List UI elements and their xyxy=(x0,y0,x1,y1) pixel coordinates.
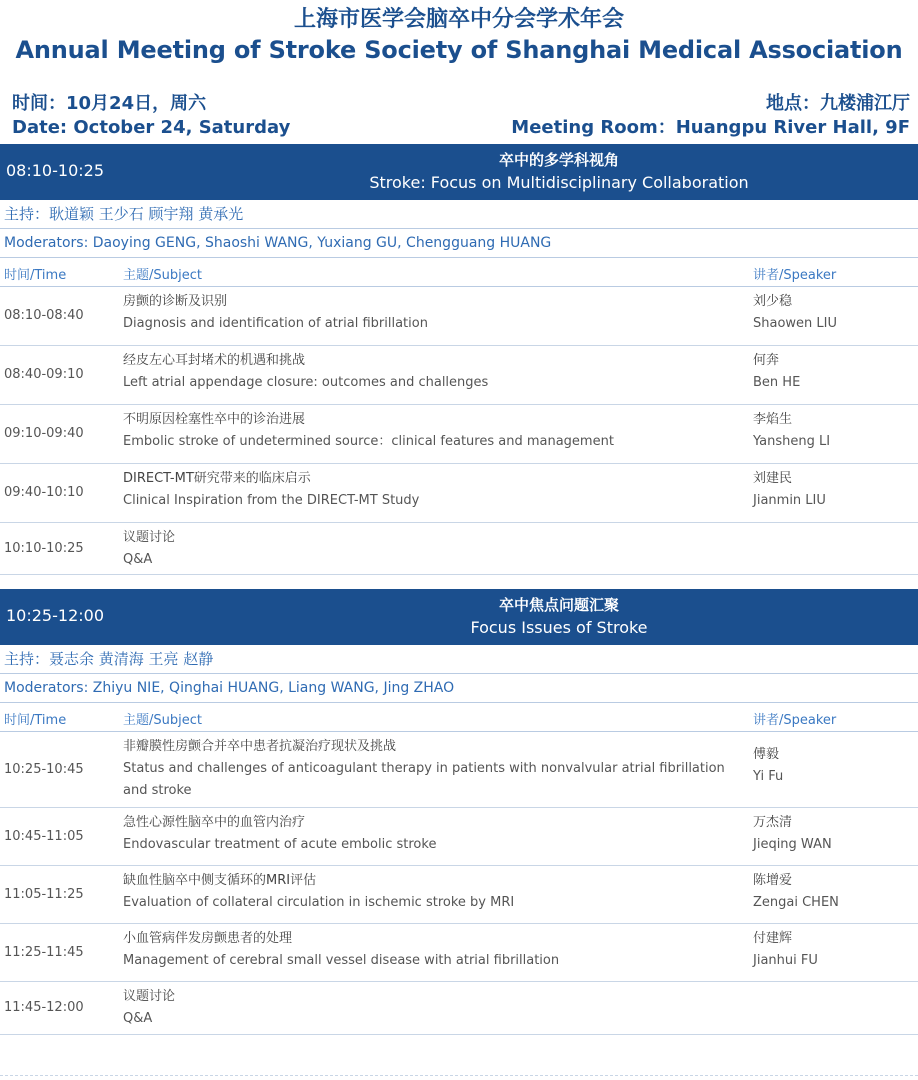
row-speaker xyxy=(753,928,818,972)
session-header-bar xyxy=(0,144,918,200)
speaker-chinese: 付建辉 xyxy=(753,931,793,946)
subject-english: Diagnosis and identification of atrial fibrillation xyxy=(123,316,428,331)
row-time: 11:25-11:45 xyxy=(4,945,84,960)
row-subject xyxy=(123,468,738,512)
row-subject xyxy=(123,736,738,802)
row-time: 11:45-12:00 xyxy=(4,1000,84,1015)
speaker-english: Shaowen LIU xyxy=(753,316,838,331)
page-header xyxy=(0,0,918,86)
row-subject xyxy=(123,409,738,453)
subject-chinese: 非瓣膜性房颤合并卒中患者抗凝治疗现状及挑战 xyxy=(123,739,397,754)
table-row xyxy=(0,464,918,523)
moderators-chinese: 主持：聂志余 黄清海 王亮 赵静 xyxy=(0,645,918,674)
speaker-chinese: 陈增爱 xyxy=(753,873,793,888)
venue-english: Meeting Room：Huangpu River Hall, 9F xyxy=(511,117,910,138)
speaker-english: Yi Fu xyxy=(753,769,784,784)
subject-english: Status and challenges of anticoagulant therapy in patients with nonvalvular atrial fibrillation and stroke xyxy=(123,761,725,798)
row-speaker xyxy=(753,744,783,788)
row-subject xyxy=(123,986,738,1030)
subject-chinese: 议题讨论 xyxy=(123,989,176,1004)
row-time: 11:05-11:25 xyxy=(4,887,84,902)
column-header-speaker: 讲者/Speaker xyxy=(753,268,837,283)
subject-chinese: 急性心源性脑卒中的血管内治疗 xyxy=(123,815,306,830)
subject-chinese: 不明原因栓塞性卒中的诊治进展 xyxy=(123,412,306,427)
speaker-chinese: 李焰生 xyxy=(753,412,793,427)
speaker-chinese: 万杰清 xyxy=(753,815,793,830)
subject-chinese: 小血管病伴发房颤患者的处理 xyxy=(123,931,293,946)
meeting-info xyxy=(0,86,918,144)
table-row xyxy=(0,732,918,808)
session-title-english: Focus Issues of Stroke xyxy=(470,618,648,637)
column-header-subject: 主题/Subject xyxy=(123,268,202,283)
subject-english: Left atrial appendage closure: outcomes and challenges xyxy=(123,375,489,390)
moderators-english: Moderators: Daoying GENG, Shaoshi WANG, Yuxiang GU, Chengguang HUANG xyxy=(0,229,918,258)
speaker-english: Jianmin LIU xyxy=(753,493,826,508)
speaker-chinese: 刘少稳 xyxy=(753,294,793,309)
title-english: Annual Meeting of Stroke Society of Shanghai Medical Association xyxy=(15,36,903,64)
subject-chinese: 经皮左心耳封堵术的机遇和挑战 xyxy=(123,353,306,368)
session-title xyxy=(230,149,888,195)
session-title-chinese: 卒中焦点问题汇聚 xyxy=(498,596,619,614)
subject-chinese: DIRECT-MT研究带来的临床启示 xyxy=(123,471,311,486)
row-subject xyxy=(123,291,738,335)
row-time: 08:40-09:10 xyxy=(4,367,84,382)
row-speaker xyxy=(753,468,826,512)
date-block xyxy=(12,92,290,140)
row-time: 09:40-10:10 xyxy=(4,485,84,500)
session-title-chinese: 卒中的多学科视角 xyxy=(498,151,619,169)
row-time: 09:10-09:40 xyxy=(4,426,84,441)
row-time: 08:10-08:40 xyxy=(4,308,84,323)
speaker-english: Ben HE xyxy=(753,375,801,390)
row-time: 10:25-10:45 xyxy=(4,762,84,777)
row-speaker xyxy=(753,350,800,394)
date-english: Date: October 24, Saturday xyxy=(12,117,291,138)
speaker-english: Jianhui FU xyxy=(753,953,818,968)
subject-english: Management of cerebral small vessel disease with atrial fibrillation xyxy=(123,953,560,968)
sessions-container xyxy=(0,144,918,1035)
row-subject xyxy=(123,527,738,571)
row-subject xyxy=(123,812,738,856)
table-row xyxy=(0,924,918,982)
session-title xyxy=(230,594,888,640)
subject-chinese: 缺血性脑卒中侧支循环的MRI评估 xyxy=(123,873,317,888)
row-speaker xyxy=(753,870,839,914)
subject-chinese: 房颤的诊断及识别 xyxy=(123,294,228,309)
table-row xyxy=(0,982,918,1035)
subject-english: Evaluation of collateral circulation in ischemic stroke by MRI xyxy=(123,895,515,910)
subject-english: Endovascular treatment of acute embolic stroke xyxy=(123,837,437,852)
table-row xyxy=(0,866,918,924)
row-speaker xyxy=(753,291,837,335)
row-subject xyxy=(123,350,738,394)
row-time: 10:45-11:05 xyxy=(4,829,84,844)
row-subject xyxy=(123,928,738,972)
subject-english: Clinical Inspiration from the DIRECT-MT Study xyxy=(123,493,420,508)
table-header xyxy=(0,703,918,732)
speaker-chinese: 何奔 xyxy=(753,353,780,368)
column-header-subject: 主题/Subject xyxy=(123,713,202,728)
session-block xyxy=(0,589,918,1035)
table-row xyxy=(0,346,918,405)
speaker-chinese: 刘建民 xyxy=(753,471,793,486)
subject-english: Q&A xyxy=(123,552,153,567)
row-time: 10:10-10:25 xyxy=(4,541,84,556)
subject-chinese: 议题讨论 xyxy=(123,530,176,545)
date-chinese: 时间：10月24日，周六 xyxy=(12,93,207,114)
column-header-speaker: 讲者/Speaker xyxy=(753,713,837,728)
session-time: 08:10-10:25 xyxy=(6,161,104,180)
moderators-chinese: 主持：耿道颖 王少石 顾宇翔 黄承光 xyxy=(0,200,918,229)
session-time: 10:25-12:00 xyxy=(6,606,104,625)
row-subject xyxy=(123,870,738,914)
column-header-time: 时间/Time xyxy=(4,713,67,728)
row-speaker xyxy=(753,812,832,856)
table-row xyxy=(0,523,918,575)
session-block xyxy=(0,144,918,575)
session-spacer xyxy=(0,575,918,589)
subject-english: Q&A xyxy=(123,1011,153,1026)
speaker-chinese: 傅毅 xyxy=(753,747,780,762)
speaker-english: Jieqing WAN xyxy=(753,837,832,852)
session-title-english: Stroke: Focus on Multidisciplinary Collaboration xyxy=(369,173,749,192)
table-row xyxy=(0,808,918,866)
venue-chinese: 地点：九楼浦江厅 xyxy=(766,93,910,114)
column-header-time: 时间/Time xyxy=(4,268,67,283)
table-row xyxy=(0,287,918,346)
footer-divider xyxy=(0,1075,918,1076)
session-header-bar xyxy=(0,589,918,645)
speaker-english: Zengai CHEN xyxy=(753,895,839,910)
table-header xyxy=(0,258,918,287)
title-chinese: 上海市医学会脑卒中分会学术年会 xyxy=(293,7,624,32)
venue-block xyxy=(511,92,910,140)
subject-english: Embolic stroke of undetermined source：clinical features and management xyxy=(123,434,614,449)
table-row xyxy=(0,405,918,464)
speaker-english: Yansheng LI xyxy=(753,434,831,449)
moderators-english: Moderators: Zhiyu NIE, Qinghai HUANG, Liang WANG, Jing ZHAO xyxy=(0,674,918,703)
row-speaker xyxy=(753,409,830,453)
